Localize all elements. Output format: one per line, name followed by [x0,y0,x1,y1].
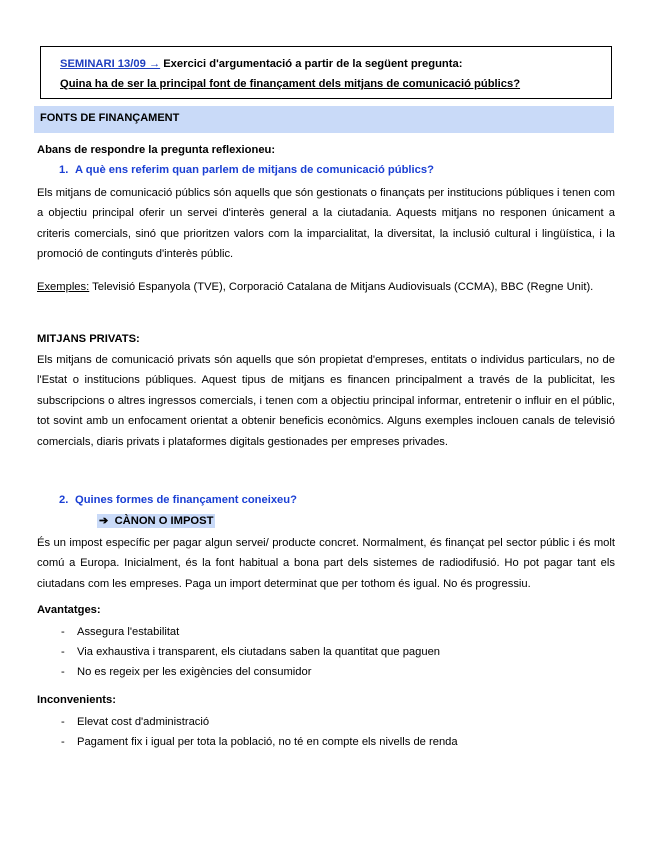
advantages-list [61,622,440,682]
seminar-line [60,54,611,74]
private-media-title: MITJANS PRIVATS: [37,333,140,345]
section-heading: FONTS DE FINANÇAMENT [34,106,614,133]
seminar-question: Quina ha de ser la principal font de finançament dels mitjans de comunicació públics? [60,78,521,90]
list-item: - Elevat cost d'administració [61,712,458,732]
question-1 [59,164,615,176]
advantages-title: Avantatges: [37,604,101,616]
public-media-paragraph: Els mitjans de comunicació públics són aquells que són gestionats o finançats per institucions públiques i tenen com a objectiu principal oferir un servei d'interès general a la ciutadania. Aquests mitjans no responen únicament a criteris comercials, sinó que prioritzen valors com la imparcialitat, la diversitat, la inclusió cultural i lingüística, i la promoció de continguts d'interès públic. [37,187,615,261]
disadvantages-title: Inconvenients: [37,694,116,706]
question-1-number: 1. [59,164,69,176]
question-2 [59,494,615,506]
examples-text: Televisió Espanyola (TVE), Corporació Catalana de Mitjans Audiovisuals (CCMA), BBC (Regne Unit). [89,281,594,293]
canon-text: CÀNON O IMPOST [114,515,214,527]
list-item: - Assegura l'estabilitat [61,622,440,642]
canon-label [97,514,215,528]
list-item: - No es regeix per les exigències del consumidor [61,662,440,682]
disadvantages-list [61,712,458,752]
intro-text: Abans de respondre la pregunta reflexioneu: [37,144,276,156]
question-1-text: A què ens referim quan parlem de mitjans de comunicació públics? [75,164,434,176]
arrow-right-icon: ➔ [99,515,109,527]
seminar-box [40,46,612,99]
examples-label: Exemples: [37,281,90,293]
seminar-link[interactable]: SEMINARI 13/09 → [60,58,161,70]
canon-paragraph: És un impost específic per pagar algun servei/ producte concret. Normalment, és finançat pel sector públic i és molt comú a Europa. Inicialment, és la font habitual a bona part dels sistemes de radiodifusió. Ho pot pagar tant els ciutadans com les empreses. Paga un import determinat que per tothom és igual. No és progressiu. [37,537,615,590]
question-2-number: 2. [59,494,69,506]
examples-paragraph [37,277,615,297]
canon-subheading [97,514,397,527]
seminar-prompt: Exercici d'argumentació a partir de la següent pregunta: [160,58,463,70]
list-item: - Via exhaustiva i transparent, els ciutadans saben la quantitat que paguen [61,642,440,662]
private-media-paragraph: Els mitjans de comunicació privats són aquells que són propietat d'empreses, entitats o individus particulars, no de l'Estat o institucions públiques. Aquest tipus de mitjans es financen principalment a través de la publicitat, les subscripcions o altres ingressos comercials, i tenen com a objectiu principal informar, entretenir o influir en el públic, tot sovint amb un enfocament orientat a obtenir beneficis econòmics. Alguns exemples inclouen canals de televisió comercials, diaris privats i plataformes digitals gestionades per empreses privades. [37,354,615,448]
question-2-text: Quines formes de finançament coneixeu? [75,494,297,506]
list-item: - Pagament fix i igual per tota la població, no té en compte els nivells de renda [61,732,458,752]
